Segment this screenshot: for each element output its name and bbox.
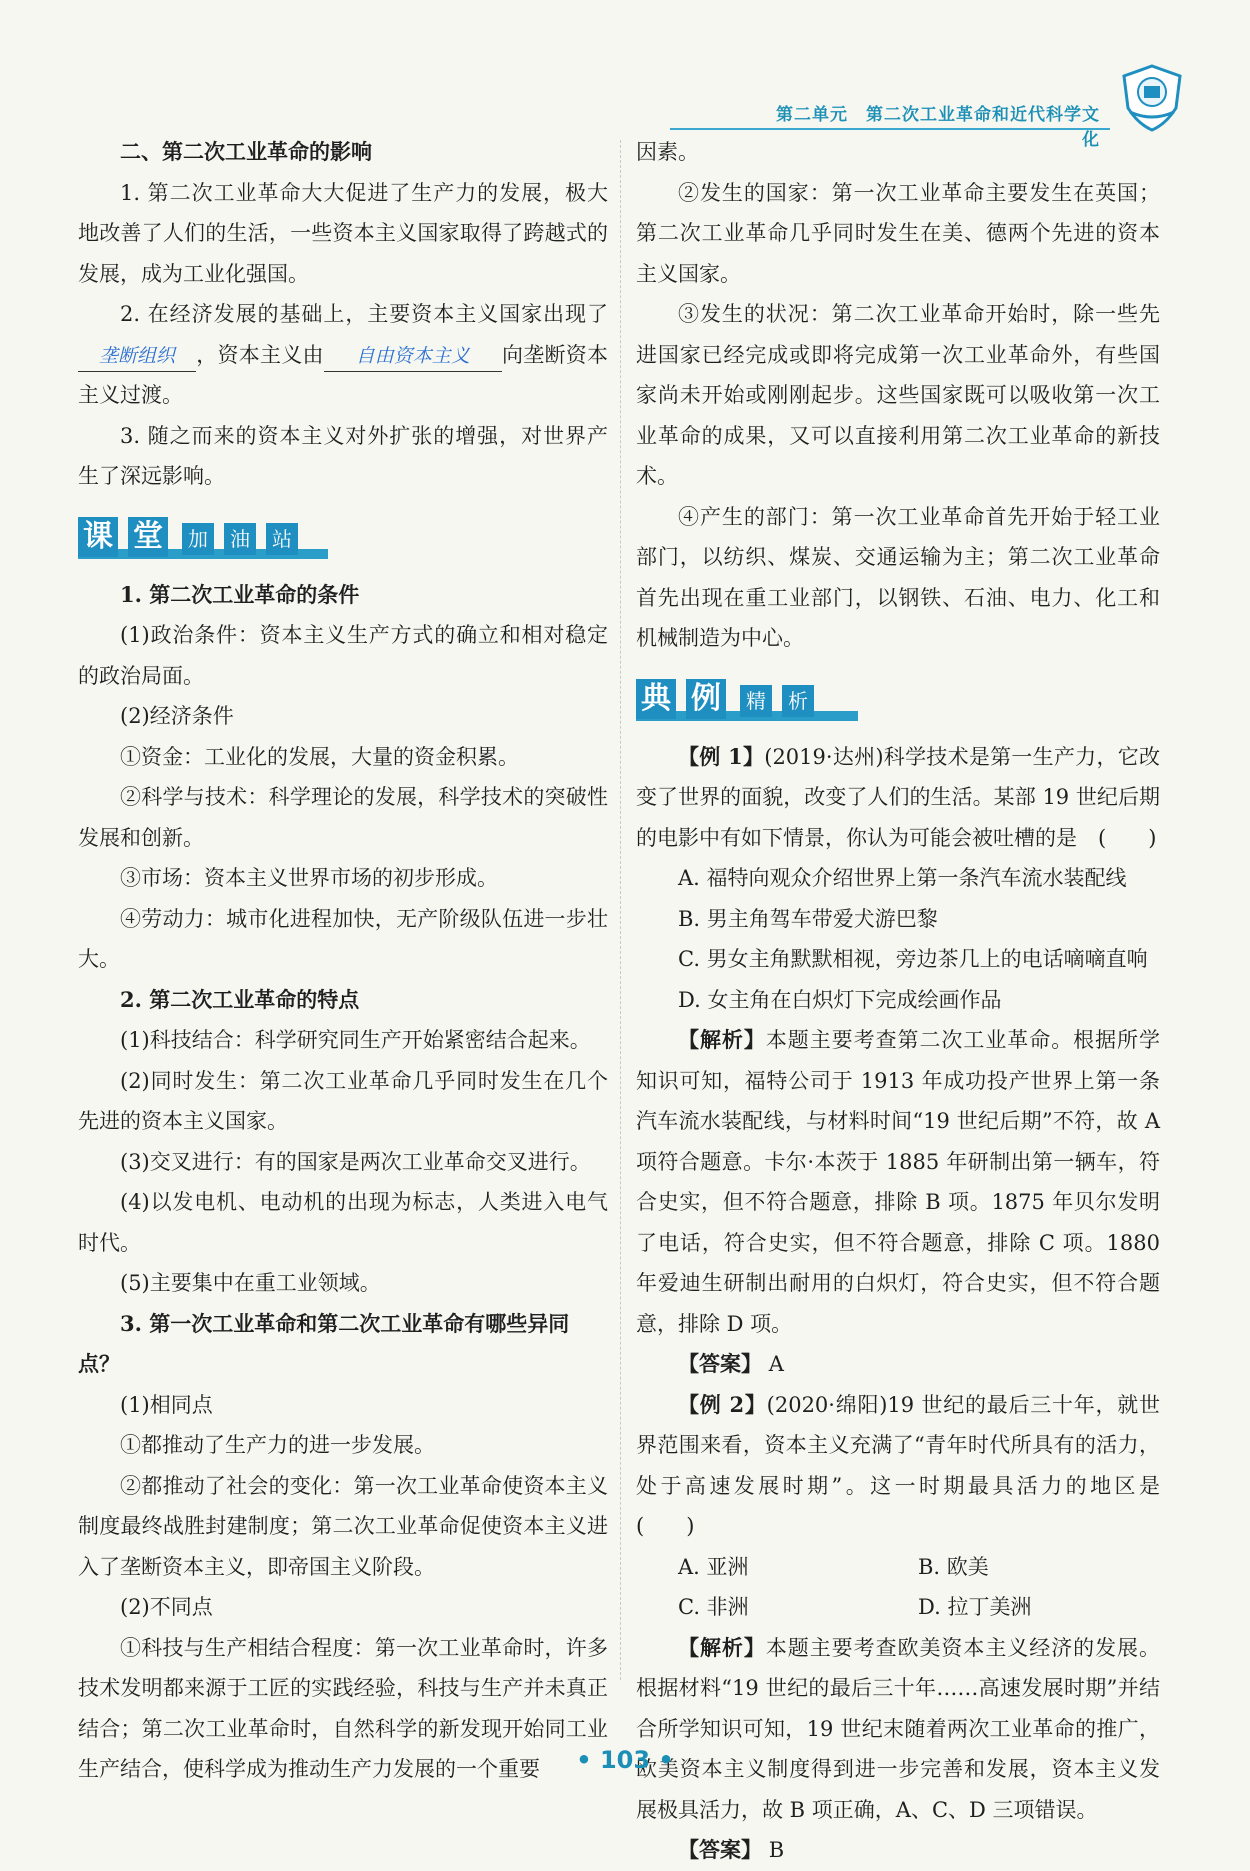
school-crest-icon <box>1116 62 1188 134</box>
paragraph: (1)科技结合：科学研究同生产开始紧密结合起来。 <box>120 1028 591 1052</box>
banner-char: 堂 <box>128 517 168 557</box>
section-heading: 二、第二次工业革命的影响 <box>120 139 372 164</box>
paragraph: ①科技与生产相结合程度：第一次工业革命时，许多技术发明都来源于工匠的实践经验，科技与生产并未真正结合；第二次工业革命时，自然科学的新发现开始同工业生产结合，使科学成为推动生产力发展的一个重要 <box>78 1635 608 1781</box>
paragraph: (2)同时发生：第二次工业革命几乎同时发生在几个先进的资本主义国家。 <box>78 1068 608 1133</box>
option: A. 福特向观众介绍世界上第一条汽车流水装配线 <box>678 866 1127 890</box>
section-banner-classroom <box>78 507 608 565</box>
answer-value: A <box>768 1352 784 1376</box>
left-column <box>78 132 608 1790</box>
paragraph: 3. 随之而来的资本主义对外扩张的增强，对世界产生了深远影响。 <box>78 423 608 488</box>
paragraph: ③发生的状况：第二次工业革命开始时，除一些先进国家已经完成或即将完成第一次工业革命外，有些国家尚未开始或刚刚起步。这些国家既可以吸收第一次工业革命的成果，又可以直接利用第二次工业革命的新技术。 <box>636 302 1160 488</box>
banner-char: 析 <box>782 685 814 717</box>
paragraph: (2)不同点 <box>120 1595 213 1619</box>
example-question <box>636 1385 1202 1547</box>
question-text: (2019·达州)科学技术是第一生产力，它改变了世界的面貌，改变了人们的生活。某部 19 世纪后期的电影中有如下情景，你认为可能会被吐槽的是 ( ) <box>636 744 1160 850</box>
paragraph: (1)政治条件：资本主义生产方式的确立和相对稳定的政治局面。 <box>78 623 608 688</box>
text-span: 向垄断资本主义过渡。 <box>78 342 608 407</box>
section-banner-examples <box>636 669 1160 727</box>
paragraph: (1)相同点 <box>120 1392 213 1417</box>
banner-char: 油 <box>224 523 256 555</box>
analysis-text: 本题主要考查欧美资本主义经济的发展。根据材料“19 世纪的最后三十年……高速发展时期”并结合所学知识可知，19 世纪末随着两次工业革命的推广，欧美资本主义制度得到进一步完善和发展，资本主义发展极具活力，故 B 项正确，A、C、D 三项错误。 <box>636 1635 1161 1822</box>
subsection-title: 1. 第二次工业革命的条件 <box>120 581 360 607</box>
example-tag: 【例 1】 <box>678 743 765 769</box>
unit-header-title: 第二单元 第二次工业革命和近代科学文化 <box>776 105 1100 150</box>
banner-char: 例 <box>686 679 726 719</box>
text-span: ，资本主义由 <box>196 342 324 367</box>
paragraph: (5)主要集中在重工业领域。 <box>120 1271 381 1295</box>
right-column <box>636 132 1202 1871</box>
answer <box>636 1830 1160 1871</box>
answer-tag: 【答案】 <box>678 1837 762 1862</box>
answer-blank-2: 自由资本主义 <box>324 341 502 372</box>
option: B. 男主角驾车带爱犬游巴黎 <box>678 906 938 931</box>
option: D. 拉丁美洲 <box>918 1595 1032 1619</box>
column-divider <box>620 140 621 1680</box>
paragraph: 因素。 <box>636 140 699 164</box>
option: C. 非洲 <box>678 1595 749 1619</box>
option: D. 女主角在白炽灯下完成绘画作品 <box>678 987 1002 1012</box>
banner-char: 典 <box>636 679 676 719</box>
paragraph: ③市场：资本主义世界市场的初步形成。 <box>120 866 498 890</box>
question-text: (2020·绵阳)19 世纪的最后三十年，就世界范围来看，资本主义充满了“青年时代所具有的活力，处于高速发展时期”。这一时期最具活力的地区是 ( ) <box>636 1392 1202 1538</box>
page-number: • 103 • <box>576 1746 674 1774</box>
option: B. 欧美 <box>918 1554 989 1579</box>
answer-blank-1: 垄断组织 <box>78 341 196 372</box>
option: C. 男女主角默默相视，旁边茶几上的电话嘀嘀直响 <box>678 947 1148 971</box>
subsection-title: 3. 第一次工业革命和第二次工业革命有哪些异同点？ <box>78 1310 570 1376</box>
paragraph: ②发生的国家：第一次工业革命主要发生在英国；第二次工业革命几乎同时发生在美、德两个先进的资本主义国家。 <box>636 180 1160 286</box>
analysis-tag: 【解析】 <box>678 1634 766 1660</box>
paragraph: ②科学与技术：科学理论的发展，科学技术的突破性发展和创新。 <box>78 785 608 850</box>
option-row <box>636 1587 1160 1628</box>
paragraph: ①都推动了生产力的进一步发展。 <box>120 1433 435 1457</box>
banner-char: 精 <box>740 685 772 717</box>
analysis-tag: 【解析】 <box>678 1027 766 1052</box>
answer-tag: 【答案】 <box>678 1351 762 1376</box>
paragraph-with-blanks <box>78 294 608 416</box>
paragraph: ①资金：工业化的发展，大量的资金积累。 <box>120 744 519 769</box>
example-tag: 【例 2】 <box>678 1391 767 1417</box>
paragraph: (3)交叉进行：有的国家是两次工业革命交叉进行。 <box>120 1149 591 1174</box>
example-question <box>636 737 1160 859</box>
analysis <box>636 1628 1160 1831</box>
paragraph: ④产生的部门：第一次工业革命首先开始于轻工业部门，以纺织、煤炭、交通运输为主；第二次工业革命首先出现在重工业部门，以钢铁、石油、电力、化工和机械制造为中心。 <box>636 504 1160 650</box>
subsection-title: 2. 第二次工业革命的特点 <box>120 986 360 1012</box>
banner-char: 加 <box>182 523 214 555</box>
option-row <box>636 1547 1160 1588</box>
paragraph: (2)经济条件 <box>120 704 234 728</box>
answer-value: B <box>768 1838 785 1862</box>
paragraph: ④劳动力：城市化进程加快，无产阶级队伍进一步壮大。 <box>78 906 608 971</box>
header-divider <box>670 128 1110 130</box>
banner-char: 课 <box>78 517 118 557</box>
answer <box>636 1344 1160 1385</box>
paragraph: 1. 第二次工业革命大大促进了生产力的发展，极大地改善了人们的生活，一些资本主义国家取得了跨越式的发展，成为工业化强国。 <box>78 180 608 286</box>
text-span: 2. 在经济发展的基础上，主要资本主义国家出现了 <box>120 302 608 326</box>
paragraph: (4)以发电机、电动机的出现为标志，人类进入电气时代。 <box>78 1190 608 1255</box>
analysis-text: 本题主要考查第二次工业革命。根据所学知识可知，福特公司于 1913 年成功投产世界上第一条汽车流水装配线，与材料时间“19 世纪后期”不符，故 A 项符合题意。卡尔·本茨于 1885 年研制出第一辆车，符合史实，但不符合题意，排除 B 项。1875 年贝尔发明了电话，符合史实，但不符合题意，排除 C 项。1880 年爱迪生研制出耐用的白炽灯，符合史实，但不符合题意，排除 D 项。 <box>636 1028 1161 1336</box>
paragraph: ②都推动了社会的变化：第一次工业革命使资本主义制度最终战胜封建制度；第二次工业革命促使资本主义进入了垄断资本主义，即帝国主义阶段。 <box>78 1473 608 1579</box>
option: A. 亚洲 <box>678 1554 749 1579</box>
analysis <box>636 1020 1160 1344</box>
banner-char: 站 <box>266 523 298 555</box>
